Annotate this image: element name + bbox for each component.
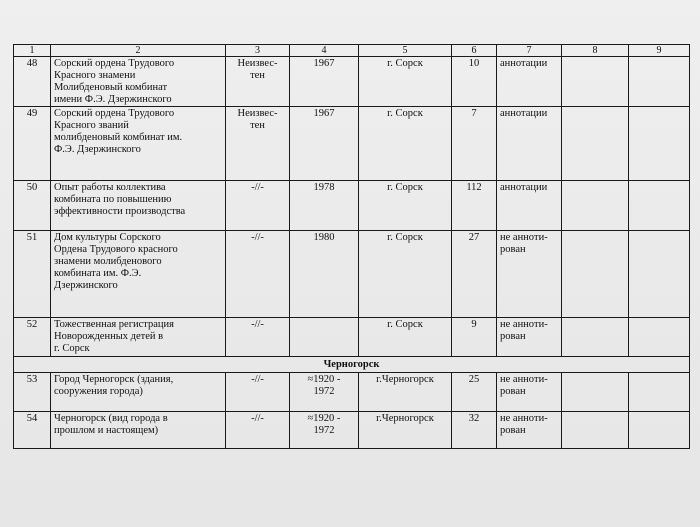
table-row	[14, 231, 690, 318]
status-line: рован	[500, 331, 526, 342]
empty-cell	[629, 318, 690, 357]
row-number: 52	[14, 318, 51, 357]
title-line: эффективности производства	[54, 206, 186, 217]
year-line: ≈1920 -	[307, 413, 341, 424]
author-line: -//-	[251, 319, 264, 330]
record-place: г. Сорск	[359, 57, 452, 107]
title-line: Сорский ордена Трудового	[54, 108, 175, 119]
record-pages: 9	[452, 318, 497, 357]
record-title	[51, 318, 226, 357]
column-header: 2	[51, 45, 226, 57]
record-pages: 27	[452, 231, 497, 318]
column-header: 9	[629, 45, 690, 57]
record-title	[51, 412, 226, 449]
record-pages: 25	[452, 373, 497, 412]
record-title	[51, 373, 226, 412]
record-status	[497, 107, 562, 181]
column-header: 7	[497, 45, 562, 57]
title-line: сооружения города)	[54, 386, 143, 397]
empty-cell	[562, 412, 629, 449]
record-author	[226, 373, 290, 412]
record-status	[497, 373, 562, 412]
record-author	[226, 57, 290, 107]
record-title	[51, 231, 226, 318]
year-line: 1978	[313, 182, 335, 193]
record-place: г. Сорск	[359, 231, 452, 318]
author-line: Неизвес-	[237, 108, 278, 119]
empty-cell	[629, 107, 690, 181]
title-line: Дзержинского	[54, 280, 118, 291]
record-year	[290, 412, 359, 449]
column-header: 1	[14, 45, 51, 57]
author-line: -//-	[251, 232, 264, 243]
author-line: тен	[250, 70, 265, 81]
year-line: 1980	[313, 232, 335, 243]
column-header: 8	[562, 45, 629, 57]
record-status	[497, 57, 562, 107]
record-author	[226, 412, 290, 449]
record-year	[290, 57, 359, 107]
record-author	[226, 107, 290, 181]
status-line: не аннoти-	[500, 413, 548, 424]
title-line: Красного званий	[54, 120, 129, 131]
table-row	[14, 318, 690, 357]
row-number: 48	[14, 57, 51, 107]
row-number: 54	[14, 412, 51, 449]
record-place: г. Сорск	[359, 181, 452, 231]
title-line: Дом культуры Сорского	[54, 232, 161, 243]
title-line: Сорский ордена Трудового	[54, 58, 175, 69]
record-status	[497, 181, 562, 231]
record-status	[497, 318, 562, 357]
record-year	[290, 373, 359, 412]
empty-cell	[562, 231, 629, 318]
empty-cell	[629, 181, 690, 231]
record-place: г. Сорск	[359, 318, 452, 357]
record-place: г.Черногорск	[359, 373, 452, 412]
author-line: Неизвес-	[237, 58, 278, 69]
title-line: Черногорск (вид города в	[54, 413, 168, 424]
record-title	[51, 181, 226, 231]
title-line: г. Сорск	[54, 343, 90, 354]
status-line: аннотации	[500, 108, 548, 119]
status-line: не аннoти-	[500, 374, 548, 385]
year-line: 1972	[313, 425, 335, 436]
table-row	[14, 57, 690, 107]
column-header: 6	[452, 45, 497, 57]
status-line: рован	[500, 244, 526, 255]
column-number-row	[14, 45, 690, 57]
title-line: комбината по повышению	[54, 194, 172, 205]
title-line: Новорожденных детей в	[54, 331, 164, 342]
row-number: 50	[14, 181, 51, 231]
title-line: знамени молибденового	[54, 256, 162, 267]
status-line: аннотации	[500, 58, 548, 69]
title-line: комбината им. Ф.Э.	[54, 268, 142, 279]
record-year	[290, 181, 359, 231]
status-line: рован	[500, 425, 526, 436]
empty-cell	[562, 318, 629, 357]
empty-cell	[629, 412, 690, 449]
title-line: Ф.Э. Дзержинского	[54, 144, 141, 155]
record-year	[290, 107, 359, 181]
row-number: 49	[14, 107, 51, 181]
record-pages: 7	[452, 107, 497, 181]
status-line: не аннoти-	[500, 232, 548, 243]
year-line: ≈1920 -	[307, 374, 341, 385]
record-status	[497, 231, 562, 318]
column-header: 3	[226, 45, 290, 57]
title-line: Ордена Трудового красного	[54, 244, 178, 255]
status-line: аннотации	[500, 182, 548, 193]
empty-cell	[562, 107, 629, 181]
empty-cell	[629, 231, 690, 318]
record-pages: 112	[452, 181, 497, 231]
record-pages: 10	[452, 57, 497, 107]
record-place: г.Черногорск	[359, 412, 452, 449]
status-line: рован	[500, 386, 526, 397]
table-row	[14, 181, 690, 231]
section-row	[14, 357, 690, 373]
archive-table	[13, 44, 690, 449]
section-title: Черногорск	[14, 357, 690, 373]
author-line: тен	[250, 120, 265, 131]
table-row	[14, 373, 690, 412]
table-row	[14, 107, 690, 181]
title-line: молибденовый комбинат им.	[54, 132, 183, 143]
empty-cell	[562, 181, 629, 231]
year-line: 1972	[313, 386, 335, 397]
title-line: Молибденовый комбинат	[54, 82, 168, 93]
record-year	[290, 318, 359, 357]
empty-cell	[629, 57, 690, 107]
year-line: 1967	[313, 108, 335, 119]
row-number: 51	[14, 231, 51, 318]
column-header: 5	[359, 45, 452, 57]
record-author	[226, 318, 290, 357]
record-place: г. Сорск	[359, 107, 452, 181]
row-number: 53	[14, 373, 51, 412]
empty-cell	[629, 373, 690, 412]
column-header: 4	[290, 45, 359, 57]
record-year	[290, 231, 359, 318]
empty-cell	[562, 57, 629, 107]
title-line: прошлом и настоящем)	[54, 425, 159, 436]
title-line: Красного знамени	[54, 70, 136, 81]
empty-cell	[562, 373, 629, 412]
year-line: 1967	[313, 58, 335, 69]
record-status	[497, 412, 562, 449]
table-row	[14, 412, 690, 449]
record-title	[51, 57, 226, 107]
record-pages: 32	[452, 412, 497, 449]
author-line: -//-	[251, 374, 264, 385]
title-line: Тожественная регистрация	[54, 319, 175, 330]
title-line: имени Ф.Э. Дзержинского	[54, 94, 172, 105]
record-author	[226, 231, 290, 318]
record-title	[51, 107, 226, 181]
title-line: Опыт работы коллектива	[54, 182, 166, 193]
record-author	[226, 181, 290, 231]
author-line: -//-	[251, 413, 264, 424]
author-line: -//-	[251, 182, 264, 193]
title-line: Город Черногорск (здания,	[54, 374, 174, 385]
status-line: не аннoти-	[500, 319, 548, 330]
